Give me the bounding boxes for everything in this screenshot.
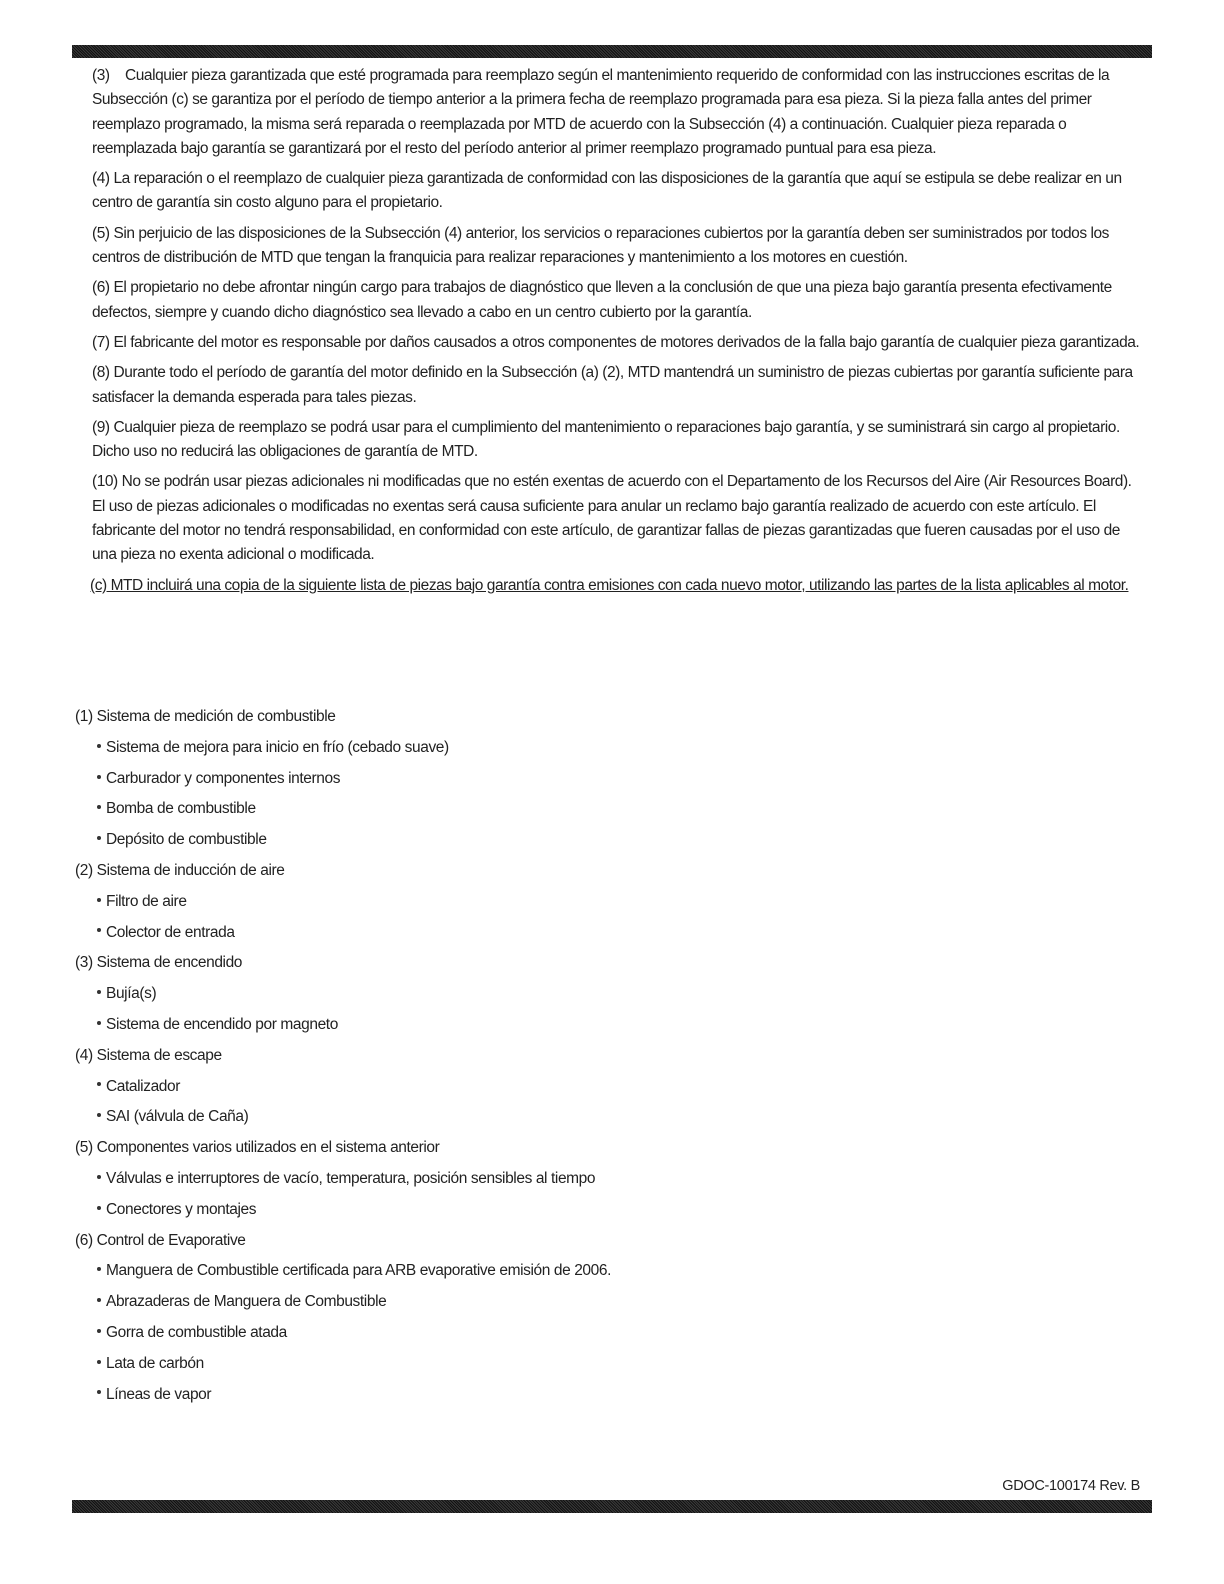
warranty-text (92, 64, 1144, 604)
bullet-icon (97, 1360, 101, 1364)
paragraph-7: (7) El fabricante del motor es responsable por daños causados a otros componentes de motores derivados de la falla bajo garantía de cualquier pieza garantizada. (92, 333, 1140, 351)
bullet-icon (97, 1206, 101, 1210)
parts-list-item (75, 1164, 611, 1195)
parts-list-item (75, 764, 611, 795)
parts-list-item-label: Colector de entrada (106, 923, 235, 941)
parts-list-item (75, 1102, 611, 1133)
parts-category: (1) Sistema de medición de combustible (75, 708, 336, 725)
subsection-c-underlined: (c) MTD incluirá una copia de la siguiente lista de piezas bajo garantía contra emisiones con cada nuevo motor, utilizando las partes de la lista aplicables al motor. (90, 576, 1129, 594)
bottom-divider-bar (72, 1500, 1152, 1513)
parts-list-item (75, 1287, 611, 1318)
paragraph-8: (8) Durante todo el período de garantía del motor definido en la Subsección (a) (2), MTD mantendrá un suministro de piezas cubiertas por garantía suficiente para satisfacer la demanda esperada para tales piezas. (92, 364, 1133, 406)
parts-category: (4) Sistema de escape (75, 1046, 222, 1064)
parts-list-item-label: Gorra de combustible atada (106, 1323, 287, 1341)
parts-list-item (75, 1380, 611, 1411)
parts-list-item-label: Bomba de combustible (106, 800, 256, 818)
bullet-icon (97, 928, 101, 932)
paragraph-6: (6) El propietario no debe afrontar ningún cargo para trabajos de diagnóstico que lleven a la conclusión de que una pieza bajo garantía presenta efectivamente defectos, siempre y cuando dicho diagnóstico sea llevado a cabo en un centro cubierto por la garantía. (92, 279, 1112, 321)
bullet-icon (97, 805, 101, 809)
parts-list-item (75, 1349, 611, 1380)
bullet-icon (97, 1329, 101, 1333)
parts-category: (6) Control de Evaporative (75, 1231, 246, 1249)
parts-list-item-label: Válvulas e interruptores de vacío, temperatura, posición sensibles al tiempo (106, 1169, 596, 1187)
parts-list-item-label: Conectores y montajes (106, 1200, 257, 1218)
parts-list-item-label: Manguera de Combustible certificada para ARB evaporative emisión de 2006. (106, 1262, 611, 1280)
bullet-icon (97, 1021, 101, 1025)
parts-list-item-label: Sistema de encendido por magneto (106, 1015, 338, 1033)
parts-list-item-label: Lata de carbón (106, 1354, 204, 1372)
paragraph-10: (10) No se podrán usar piezas adicionales ni modificadas que no estén exentas de acuerdo con el Departamento de los Recursos del Aire (Air Resources Board). El uso de piezas adicionales o modificadas no exentas será causa suficiente para anular un reclamo bajo garantía realizado de acuerdo con este artículo. El fabricante del motor no tendrá responsabilidad, en conformidad con este artículo, de garantizar fallas de piezas garantizadas que fueren causadas por el uso de una pieza no exenta adicional o modificada. (92, 473, 1132, 564)
parts-list-item (75, 733, 611, 764)
parts-list-item-label: Filtro de aire (106, 892, 187, 910)
bullet-icon (97, 836, 101, 840)
parts-list-item-label: Sistema de mejora para inicio en frío (cebado suave) (106, 738, 449, 756)
parts-list-item (75, 1318, 611, 1349)
bullet-icon (97, 1175, 101, 1179)
parts-list-item-label: Carburador y componentes internos (106, 769, 341, 787)
parts-category: (3) Sistema de encendido (75, 954, 243, 972)
paragraph-5: (5) Sin perjuicio de las disposiciones de la Subsección (4) anterior, los servicios o reparaciones cubiertos por la garantía deben ser suministrados por todos los centros de distribución de MTD que tengan la franquicia para realizar reparaciones y mantenimiento a los motores en cuestión. (92, 224, 1109, 267)
bullet-icon (97, 1390, 101, 1394)
parts-list-item-label: Depósito de combustible (106, 831, 267, 849)
top-divider-bar (72, 45, 1152, 58)
paragraph-4: (4) La reparación o el reemplazo de cualquier pieza garantizada de conformidad con las disposiciones de la garantía que aquí se estipula se debe realizar en un centro de garantía sin costo alguno para el propietario. (92, 170, 1122, 212)
parts-list-item (75, 825, 611, 856)
bullet-icon (97, 744, 101, 748)
parts-list-item (75, 1195, 611, 1226)
parts-list-item (75, 887, 611, 918)
parts-list-item (75, 794, 611, 825)
parts-list-item-label: Bujía(s) (106, 985, 157, 1003)
bullet-icon (97, 775, 101, 779)
parts-list-item (75, 1010, 611, 1041)
bullet-icon (97, 1113, 101, 1117)
bullet-icon (97, 1082, 101, 1086)
bullet-icon (97, 898, 101, 902)
parts-list-item-label: Abrazaderas de Manguera de Combustible (106, 1293, 387, 1311)
bullet-icon (97, 990, 101, 994)
parts-category: (5) Componentes varios utilizados en el sistema anterior (75, 1139, 440, 1157)
parts-list-item (75, 918, 611, 949)
parts-list-item (75, 1072, 611, 1103)
emission-parts-list (75, 702, 611, 1410)
bullet-icon (97, 1267, 101, 1271)
parts-category: (2) Sistema de inducción de aire (75, 861, 285, 879)
parts-list-item (75, 979, 611, 1010)
bullet-icon (97, 1298, 101, 1302)
paragraph-9: (9) Cualquier pieza de reemplazo se podrá usar para el cumplimiento del mantenimiento o reparaciones bajo garantía, y se suministrará sin cargo al propietario. Dicho uso no reducirá las obligaciones de garantía de MTD. (92, 418, 1120, 461)
parts-list-item (75, 1256, 611, 1287)
parts-list-item-label: SAI (válvula de Caña) (106, 1108, 249, 1126)
parts-list-item-label: Líneas de vapor (106, 1385, 212, 1403)
paragraph-3: (3) Cualquier pieza garantizada que esté programada para reemplazo según el mantenimiento requerido de conformidad con las instrucciones escritas de la Subsección (c) se garantiza por el período de tiempo anterior a la primera fecha de reemplazo programada para esa pieza. Si la pieza falla antes del primer reemplazo programado, la misma será reparada o reemplazada por MTD de acuerdo con la Subsección (4) a continuación. Cualquier pieza reparada o reemplazada bajo garantía se garantizará por el resto del período anterior al primer reemplazo programado puntual para esa pieza. (92, 67, 1110, 157)
document-id: GDOC-100174 Rev. B (1002, 1478, 1140, 1494)
parts-list-item-label: Catalizador (106, 1077, 181, 1095)
